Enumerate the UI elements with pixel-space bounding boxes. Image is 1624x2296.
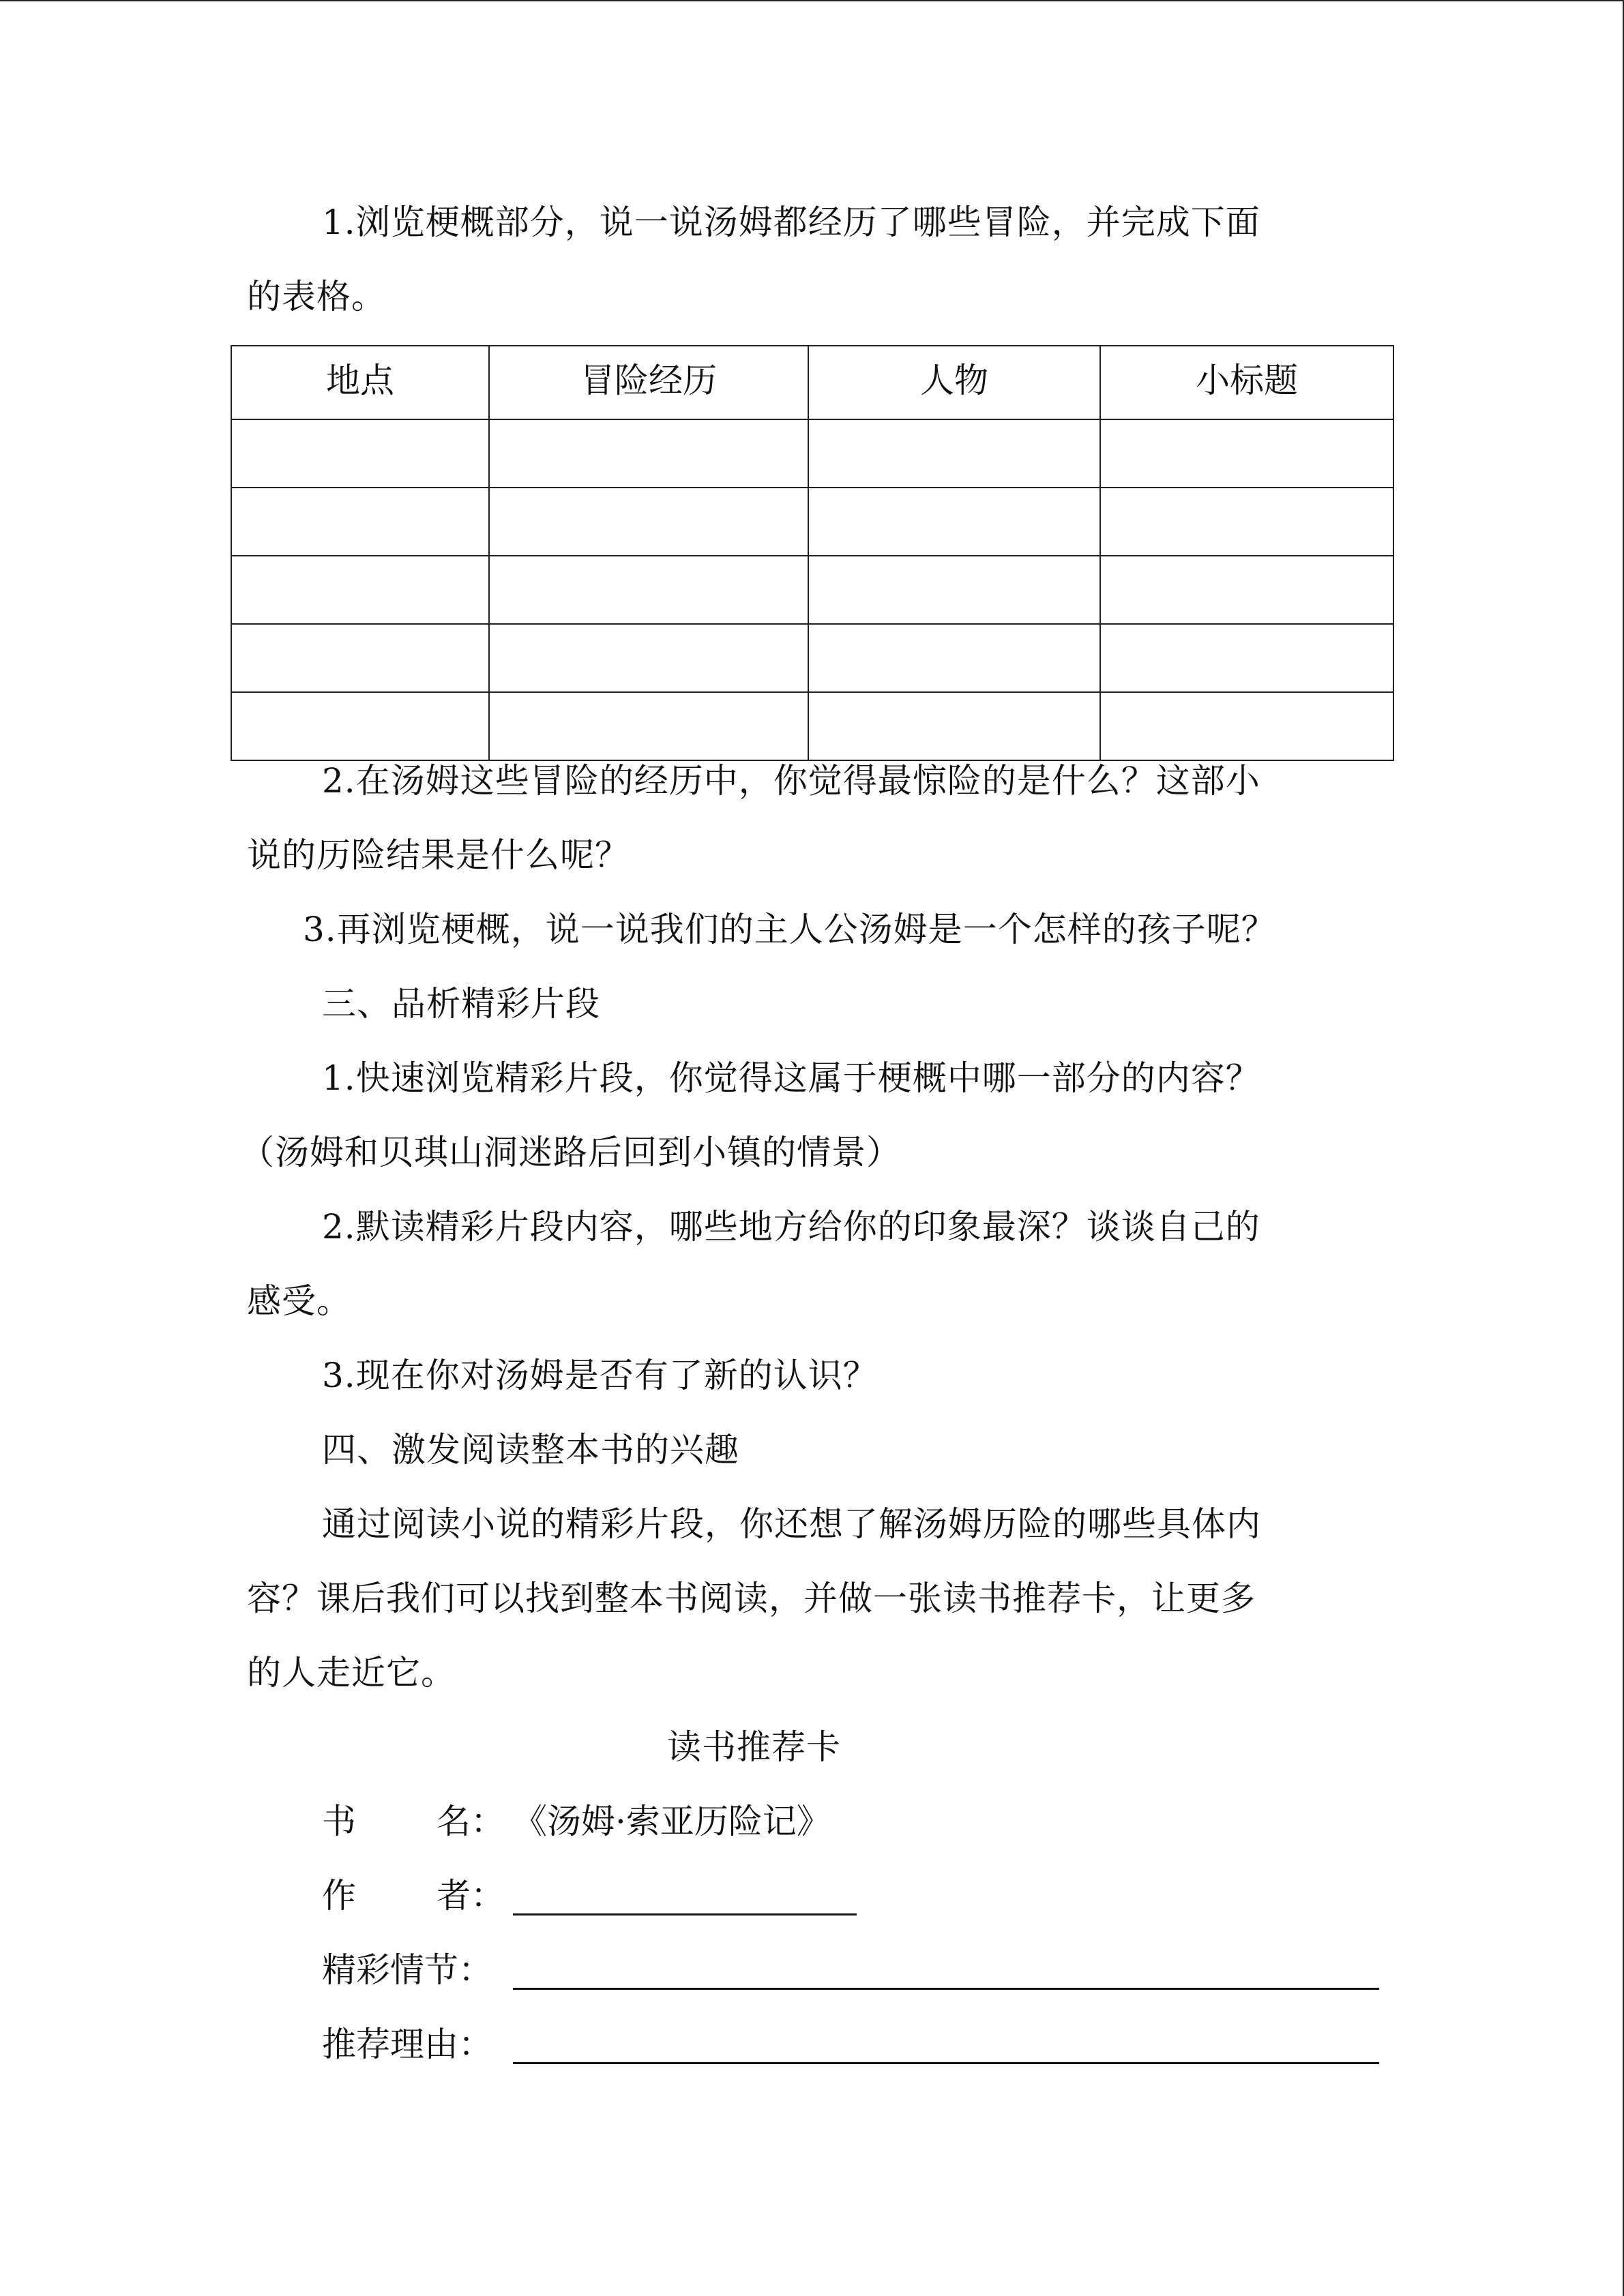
table-cell[interactable]	[808, 692, 1100, 760]
table-cell[interactable]	[1100, 692, 1393, 760]
table-cell[interactable]	[1100, 488, 1393, 556]
question-2-line-2: 说的历险结果是什么呢？	[247, 835, 630, 875]
question-2-line-1: 2.在汤姆这些冒险的经历中，你觉得最惊险的是什么？这部小	[322, 761, 1260, 801]
card-title: 读书推荐卡	[667, 1727, 841, 1767]
table-row	[231, 624, 1393, 692]
table-cell[interactable]	[808, 624, 1100, 692]
section-four-paragraph-line-1: 通过阅读小说的精彩片段，你还想了解汤姆历险的哪些具体内	[322, 1504, 1261, 1544]
table-cell[interactable]	[1100, 556, 1393, 624]
table-cell[interactable]	[1100, 624, 1393, 692]
book-name-label-char-1: 书	[322, 1802, 356, 1841]
plot-label: 精彩情节：	[322, 1950, 492, 1990]
section-three-question-2-line-2: 感受。	[247, 1281, 351, 1321]
table-cell[interactable]	[231, 624, 489, 692]
header-location: 地点	[231, 346, 489, 419]
table-header-row	[231, 346, 1393, 419]
header-characters: 人物	[808, 346, 1100, 419]
section-three-question-1-line-1: 1.快速浏览精彩片段，你觉得这属于梗概中哪一部分的内容？	[322, 1058, 1260, 1098]
author-blank-line[interactable]	[513, 1913, 857, 1915]
section-four-paragraph-line-2: 容？课后我们可以找到整本书阅读，并做一张读书推荐卡，让更多	[247, 1579, 1256, 1618]
plot-blank-line[interactable]	[513, 1988, 1379, 1990]
author-label-char-1: 作	[322, 1876, 356, 1915]
table-cell[interactable]	[231, 419, 489, 488]
table-cell[interactable]	[808, 488, 1100, 556]
table-cell[interactable]	[1100, 419, 1393, 488]
table-cell[interactable]	[808, 419, 1100, 488]
question-3: 3.再浏览梗概，说一说我们的主人公汤姆是一个怎样的孩子呢？	[303, 910, 1276, 949]
reason-label: 推荐理由：	[322, 2025, 492, 2064]
reason-blank-line[interactable]	[513, 2062, 1379, 2064]
section-three-question-1-line-2: （汤姆和贝琪山洞迷路后回到小镇的情景）	[240, 1133, 901, 1172]
table-row	[231, 556, 1393, 624]
section-three-question-2-line-1: 2.默读精彩片段内容，哪些地方给你的印象最深？谈谈自己的	[322, 1207, 1260, 1247]
question-1-line-1: 1.浏览梗概部分，说一说汤姆都经历了哪些冒险，并完成下面	[322, 203, 1260, 242]
header-subtitle: 小标题	[1100, 346, 1393, 419]
table-cell[interactable]	[808, 556, 1100, 624]
table-cell[interactable]	[489, 488, 808, 556]
book-name-value: 《汤姆·索亚历险记》	[513, 1802, 831, 1841]
question-1-line-2: 的表格。	[247, 277, 386, 316]
table-cell[interactable]	[489, 624, 808, 692]
table-cell[interactable]	[489, 692, 808, 760]
table-cell[interactable]	[231, 556, 489, 624]
section-four-paragraph-line-3: 的人走近它。	[247, 1653, 456, 1693]
section-three-heading: 三、品析精彩片段	[322, 984, 600, 1024]
table-row	[231, 488, 1393, 556]
author-label-char-2: 者：	[437, 1876, 505, 1915]
table-cell[interactable]	[231, 692, 489, 760]
header-adventure: 冒险经历	[489, 346, 808, 419]
adventure-table	[231, 345, 1394, 761]
table-row	[231, 692, 1393, 760]
section-three-question-3: 3.现在你对汤姆是否有了新的认识？	[322, 1356, 878, 1395]
table-cell[interactable]	[231, 488, 489, 556]
table-row	[231, 419, 1393, 488]
book-name-label-char-2: 名：	[437, 1802, 505, 1841]
table-cell[interactable]	[489, 419, 808, 488]
table-cell[interactable]	[489, 556, 808, 624]
section-four-heading: 四、激发阅读整本书的兴趣	[322, 1430, 739, 1470]
top-border	[0, 0, 1624, 1]
